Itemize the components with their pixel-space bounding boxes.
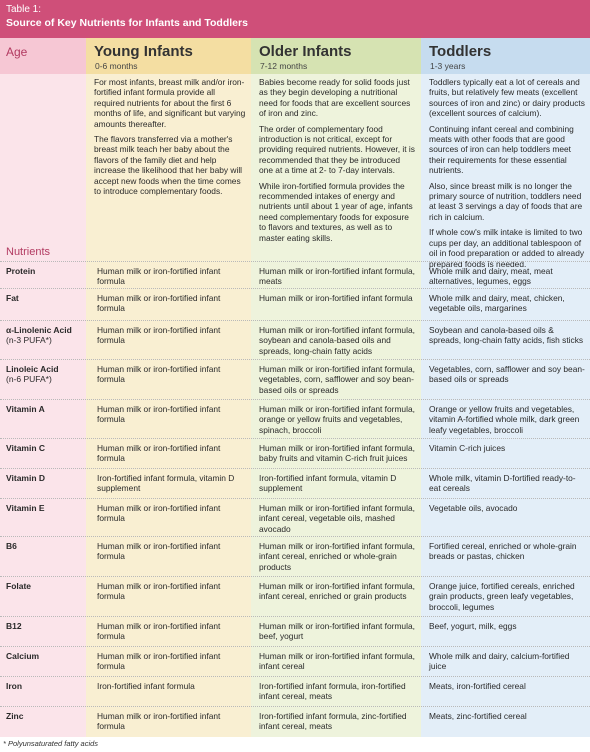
toddlers-cell: Meats, iron-fortified cereal: [429, 681, 526, 691]
older-infants-cell: Iron-fortified infant formula, vitamin D supplement: [259, 473, 397, 494]
older-infants-cell: Human milk or iron-fortified infant formula, infant cereal, vegetable oils, mashed avocado: [259, 503, 415, 534]
nutrient-label: Folate: [6, 581, 32, 591]
young-infants-cell: Human milk or iron-fortified infant formula: [97, 651, 221, 672]
young-infants-cell: Human milk or iron-fortified infant formula: [97, 404, 221, 425]
toddlers-cell: Beef, yogurt, milk, eggs: [429, 621, 517, 631]
young-infants-cell: Human milk or iron-fortified infant formula: [97, 364, 221, 385]
older-infants-cell: Human milk or iron-fortified infant formula, infant cereal, enriched or whole-grain products: [259, 541, 415, 572]
nutrient-name: [6, 293, 86, 303]
intro-paragraph: The flavors transferred via a mother's breast milk teach her baby about the flavors of the family diet and help increase the likelihood that her baby will accept new foods when the time comes to introduce complementary foods.: [94, 134, 243, 197]
older-infants-cell: Human milk or iron-fortified infant formula, infant cereal: [259, 651, 415, 672]
table-row: [0, 320, 590, 360]
young-infants-cell: Human milk or iron-fortified infant formula: [97, 621, 221, 642]
toddlers-age-range: 1-3 years: [430, 61, 466, 71]
older-infants-cell: Human milk or iron-fortified infant formula, baby fruits and vitamin C-rich fruit juices: [259, 443, 415, 464]
nutrient-name: [6, 443, 86, 453]
older-infants-cell: Human milk or iron-fortified infant formula, meats: [259, 266, 415, 287]
nutrient-label: Iron: [6, 681, 23, 691]
nutrient-name: [6, 325, 86, 345]
nutrient-name: [6, 581, 86, 591]
nutrient-label: Linoleic Acid: [6, 364, 59, 374]
intro-paragraph: Also, since breast milk is no longer the primary source of nutrition, toddlers need at least 3 servings a day of foods that are rich in calcium.: [429, 180, 583, 222]
young-infants-cell: Human milk or iron-fortified infant formula: [97, 266, 221, 287]
toddlers-cell: Vegetables, corn, safflower and soy bean-based oils or spreads: [429, 364, 585, 385]
nutrient-sublabel: (n-3 PUFA*): [6, 335, 52, 345]
older-infants-title: Older Infants: [259, 43, 352, 60]
table-row: [0, 359, 590, 400]
toddlers-cell: Vegetable oils, avocado: [429, 503, 518, 513]
young-infants-age-range: 0-6 months: [95, 61, 138, 71]
nutrient-label: Vitamin C: [6, 443, 46, 453]
table-row: [0, 399, 590, 439]
nutrient-label: Vitamin E: [6, 503, 45, 513]
table-title-bar: [0, 0, 590, 38]
nutrient-label: Vitamin A: [6, 404, 45, 414]
young-infants-cell: Human milk or iron-fortified infant formula: [97, 711, 221, 732]
nutrient-name: [6, 621, 86, 631]
older-infants-cell: Human milk or iron-fortified infant formula, vegetables, corn, safflower and soy bean-based oils or spreads: [259, 364, 415, 395]
nutrient-name: [6, 681, 86, 691]
table-row: [0, 536, 590, 577]
young-infants-cell: Human milk or iron-fortified infant formula: [97, 443, 221, 464]
young-infants-cell: Human milk or iron-fortified infant formula: [97, 325, 221, 346]
nutrient-name: [6, 651, 86, 661]
table-number: Table 1:: [6, 4, 42, 15]
nutrient-label: Protein: [6, 266, 36, 276]
toddlers-intro: [429, 77, 585, 274]
intro-paragraph: The order of complementary food introduction is not critical, except for providing required nutrients. However, it is recommended that they be introduced one at a time at 2- to 7-day intervals.: [259, 123, 415, 176]
nutrient-name: [6, 266, 86, 276]
intro-paragraph: If whole cow's milk intake is limited to two cups per day, an additional tablespoon of oil in food preparation or added to already prepared foods is needed.: [429, 227, 585, 269]
table-row: [0, 261, 590, 289]
toddlers-title: Toddlers: [429, 43, 492, 60]
young-infants-cell: Iron-fortified infant formula, vitamin D supplement: [97, 473, 235, 494]
nutrient-sublabel: (n-6 PUFA*): [6, 374, 52, 384]
footnote: * Polyunsaturated fatty acids: [3, 739, 99, 748]
toddlers-cell: Meats, zinc-fortified cereal: [429, 711, 527, 721]
young-infants-cell: Human milk or iron-fortified infant formula: [97, 503, 221, 524]
older-infants-header: [251, 38, 421, 74]
nutrient-name: [6, 404, 86, 414]
nutrient-name: [6, 503, 86, 513]
nutrient-label: Zinc: [6, 711, 24, 721]
table-row: [0, 438, 590, 469]
intro-paragraph: For most infants, breast milk and/or iron-fortified infant formula provide all required nutrients for about the first 6 months of life, and significant but varying amounts thereafter.: [94, 77, 246, 129]
older-infants-cell: Iron-fortified infant formula, zinc-fortified infant cereal, meats: [259, 711, 407, 732]
nutrient-label: α-Linolenic Acid: [6, 325, 72, 335]
table-row: [0, 646, 590, 677]
toddlers-cell: Vitamin C-rich juices: [429, 443, 506, 453]
toddlers-cell: Whole milk and dairy, meat, chicken, vegetable oils, margarines: [429, 293, 565, 314]
toddlers-cell: Orange or yellow fruits and vegetables, vitamin A-fortified whole milk, dark green leafy vegetables, broccoli: [429, 404, 580, 435]
nutrients-label: Nutrients: [6, 246, 51, 258]
age-label: Age: [6, 45, 28, 59]
toddlers-cell: Whole milk and dairy, meat, meat alternatives, legumes, eggs: [429, 266, 553, 287]
table-row: [0, 576, 590, 617]
table-row: [0, 676, 590, 707]
older-infants-cell: Human milk or iron-fortified infant formula, soybean and canola-based oils and spreads, long-chain fatty acids: [259, 325, 415, 356]
table-row: [0, 288, 590, 321]
table-row: [0, 706, 590, 738]
nutrient-name: [6, 473, 86, 483]
nutrient-name: [6, 364, 86, 384]
table-row: [0, 498, 590, 537]
intro-paragraph: Continuing infant cereal and combining meats with other foods that are good sources of iron can help toddlers meet their requirements for these essential nutrients.: [429, 123, 574, 176]
young-infants-header: [86, 38, 251, 74]
toddlers-cell: Fortified cereal, enriched or whole-grain breads or pastas, chicken: [429, 541, 577, 562]
older-infants-intro: [259, 77, 415, 248]
intro-paragraph: Toddlers typically eat a lot of cereals and fruits, but relatively few meats (excellent sources of iron and zinc) or dairy products (excellent sources of calcium).: [429, 77, 585, 119]
young-infants-cell: Iron-fortified infant formula: [97, 681, 195, 691]
nutrient-label: B6: [6, 541, 17, 551]
age-header: [0, 38, 86, 74]
young-infants-cell: Human milk or iron-fortified infant formula: [97, 541, 221, 562]
toddlers-cell: Soybean and canola-based oils & spreads, long-chain fatty acids, fish sticks: [429, 325, 584, 346]
older-infants-age-range: 7-12 months: [260, 61, 308, 71]
nutrient-label: B12: [6, 621, 22, 631]
nutrient-label: Fat: [6, 293, 19, 303]
young-infants-cell: Human milk or iron-fortified infant formula: [97, 581, 221, 602]
older-infants-cell: Human milk or iron-fortified infant formula: [259, 293, 413, 303]
nutrient-label: Calcium: [6, 651, 40, 661]
older-infants-cell: Human milk or iron-fortified infant formula, infant cereal, enriched or grain products: [259, 581, 415, 602]
intro-paragraph: Babies become ready for solid foods just as they begin developing a nutritional need for foods that are excellent sources of iron and zinc.: [259, 77, 411, 119]
older-infants-cell: Iron-fortified infant formula, iron-fortified infant cereal, meats: [259, 681, 406, 702]
table-row: [0, 468, 590, 499]
nutrient-label: Vitamin D: [6, 473, 46, 483]
young-infants-cell: Human milk or iron-fortified infant formula: [97, 293, 221, 314]
toddlers-cell: Orange juice, fortified cereals, enriched grain products, green leafy vegetables, broccoli, legumes: [429, 581, 575, 612]
toddlers-cell: Whole milk, vitamin D-fortified ready-to-eat cereals: [429, 473, 576, 494]
older-infants-cell: Human milk or iron-fortified infant formula, beef, yogurt: [259, 621, 415, 642]
young-infants-intro: [94, 77, 246, 201]
intro-paragraph: While iron-fortified formula provides the recommended intakes of energy and nutrients until about 1 year of age, infants need complementary foods for exposure to flavors and textures, as well as to master eating skills.: [259, 180, 413, 243]
older-infants-cell: Human milk or iron-fortified infant formula, orange or yellow fruits and vegetables, spinach, broccoli: [259, 404, 415, 435]
young-infants-title: Young Infants: [94, 43, 193, 60]
toddlers-cell: Whole milk and dairy, calcium-fortified juice: [429, 651, 570, 672]
nutrient-name: [6, 541, 86, 551]
table-title: Source of Key Nutrients for Infants and Toddlers: [6, 17, 248, 29]
table-row: [0, 616, 590, 647]
toddlers-header: [421, 38, 590, 74]
nutrient-name: [6, 711, 86, 721]
